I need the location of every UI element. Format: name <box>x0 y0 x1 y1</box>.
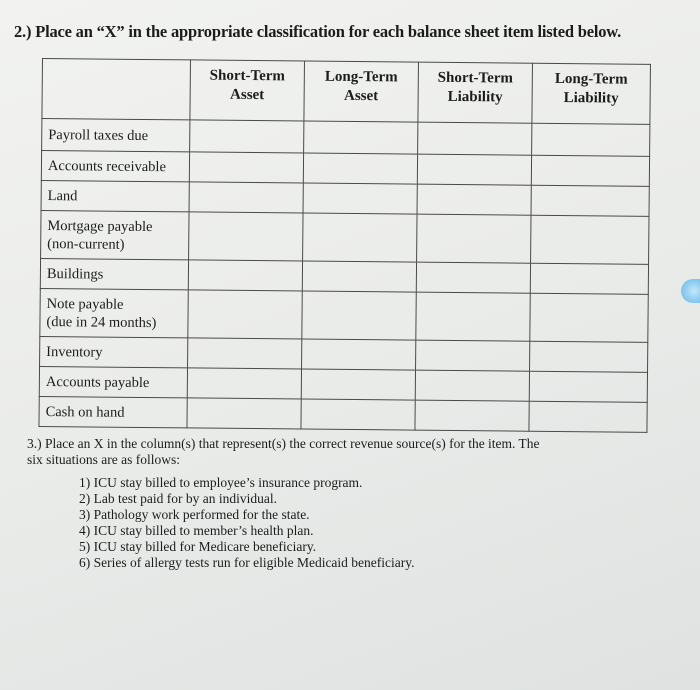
checkbox-cell[interactable] <box>187 398 301 429</box>
section-2-heading: 2.) Place an “X” in the appropriate classification for each balance sheet item listed below. <box>14 22 622 41</box>
checkbox-cell[interactable] <box>416 292 530 341</box>
checkbox-cell[interactable] <box>417 214 531 263</box>
situations-list <box>79 475 647 571</box>
section-3 <box>27 436 647 571</box>
row-label-mortgage-payable: Mortgage payable (non-current) <box>41 210 189 259</box>
checkbox-cell[interactable] <box>416 262 530 293</box>
checkbox-cell[interactable] <box>531 185 649 216</box>
checkbox-cell[interactable] <box>531 155 649 186</box>
checkbox-cell[interactable] <box>303 153 417 184</box>
list-item: 4) ICU stay billed to member’s health plan. <box>79 523 314 538</box>
checkbox-cell[interactable] <box>530 263 648 294</box>
checkbox-cell[interactable] <box>301 399 415 430</box>
checkbox-cell[interactable] <box>187 368 301 399</box>
row-label-payroll-taxes-due: Payroll taxes due <box>42 119 190 152</box>
row-label-buildings: Buildings <box>40 258 188 289</box>
table-header-row <box>42 59 651 125</box>
checkbox-cell[interactable] <box>418 122 532 155</box>
list-item: 6) Series of allergy tests run for eligible Medicaid beneficiary. <box>79 555 415 570</box>
checkbox-cell[interactable] <box>302 339 416 370</box>
checkbox-cell[interactable] <box>189 152 303 183</box>
checkbox-cell[interactable] <box>188 260 302 291</box>
header-long-term-liability: Long-Term Liability <box>532 63 651 124</box>
table-row <box>39 396 647 432</box>
table-row <box>41 210 649 264</box>
row-label-inventory: Inventory <box>40 336 188 367</box>
checkbox-cell[interactable] <box>302 291 416 340</box>
row-label-cash-on-hand: Cash on hand <box>39 396 187 427</box>
header-item-blank <box>42 59 191 120</box>
list-item: 2) Lab test paid for by an individual. <box>79 491 277 506</box>
checkbox-cell[interactable] <box>188 338 302 369</box>
checkbox-cell[interactable] <box>415 400 529 431</box>
row-label-accounts-receivable: Accounts receivable <box>41 151 189 182</box>
header-short-term-liability: Short-Term Liability <box>418 62 533 123</box>
row-label-accounts-payable: Accounts payable <box>39 366 187 397</box>
checkbox-cell[interactable] <box>529 401 647 432</box>
checkbox-cell[interactable] <box>416 340 530 371</box>
checkbox-cell[interactable] <box>188 290 302 339</box>
checkbox-cell[interactable] <box>530 293 648 342</box>
header-short-term-asset: Short-Term Asset <box>190 60 305 121</box>
checkbox-cell[interactable] <box>532 123 650 156</box>
checkbox-cell[interactable] <box>529 371 647 402</box>
checkbox-cell[interactable] <box>190 120 304 153</box>
row-label-note-payable: Note payable (due in 24 months) <box>40 288 188 337</box>
checkbox-cell[interactable] <box>189 212 303 261</box>
checkbox-cell[interactable] <box>301 369 415 400</box>
classification-table <box>38 58 651 433</box>
checkbox-cell[interactable] <box>417 184 531 215</box>
row-label-land: Land <box>41 180 189 211</box>
checkbox-cell[interactable] <box>304 121 418 154</box>
section-3-intro: 3.) Place an X in the column(s) that represent(s) the correct revenue source(s) for the item. The six situations are as follows: <box>27 436 540 467</box>
edge-bubble-icon <box>681 279 700 303</box>
checkbox-cell[interactable] <box>530 341 648 372</box>
checkbox-cell[interactable] <box>302 261 416 292</box>
checkbox-cell[interactable] <box>415 370 529 401</box>
checkbox-cell[interactable] <box>531 215 649 264</box>
checkbox-cell[interactable] <box>417 154 531 185</box>
header-long-term-asset: Long-Term Asset <box>304 61 419 122</box>
table-row <box>40 288 648 342</box>
checkbox-cell[interactable] <box>303 213 417 262</box>
checkbox-cell[interactable] <box>189 182 303 213</box>
list-item: 3) Pathology work performed for the state. <box>79 507 310 522</box>
list-item: 5) ICU stay billed for Medicare beneficiary. <box>79 539 317 554</box>
list-item: 1) ICU stay billed to employee’s insurance program. <box>79 475 363 490</box>
checkbox-cell[interactable] <box>303 183 417 214</box>
